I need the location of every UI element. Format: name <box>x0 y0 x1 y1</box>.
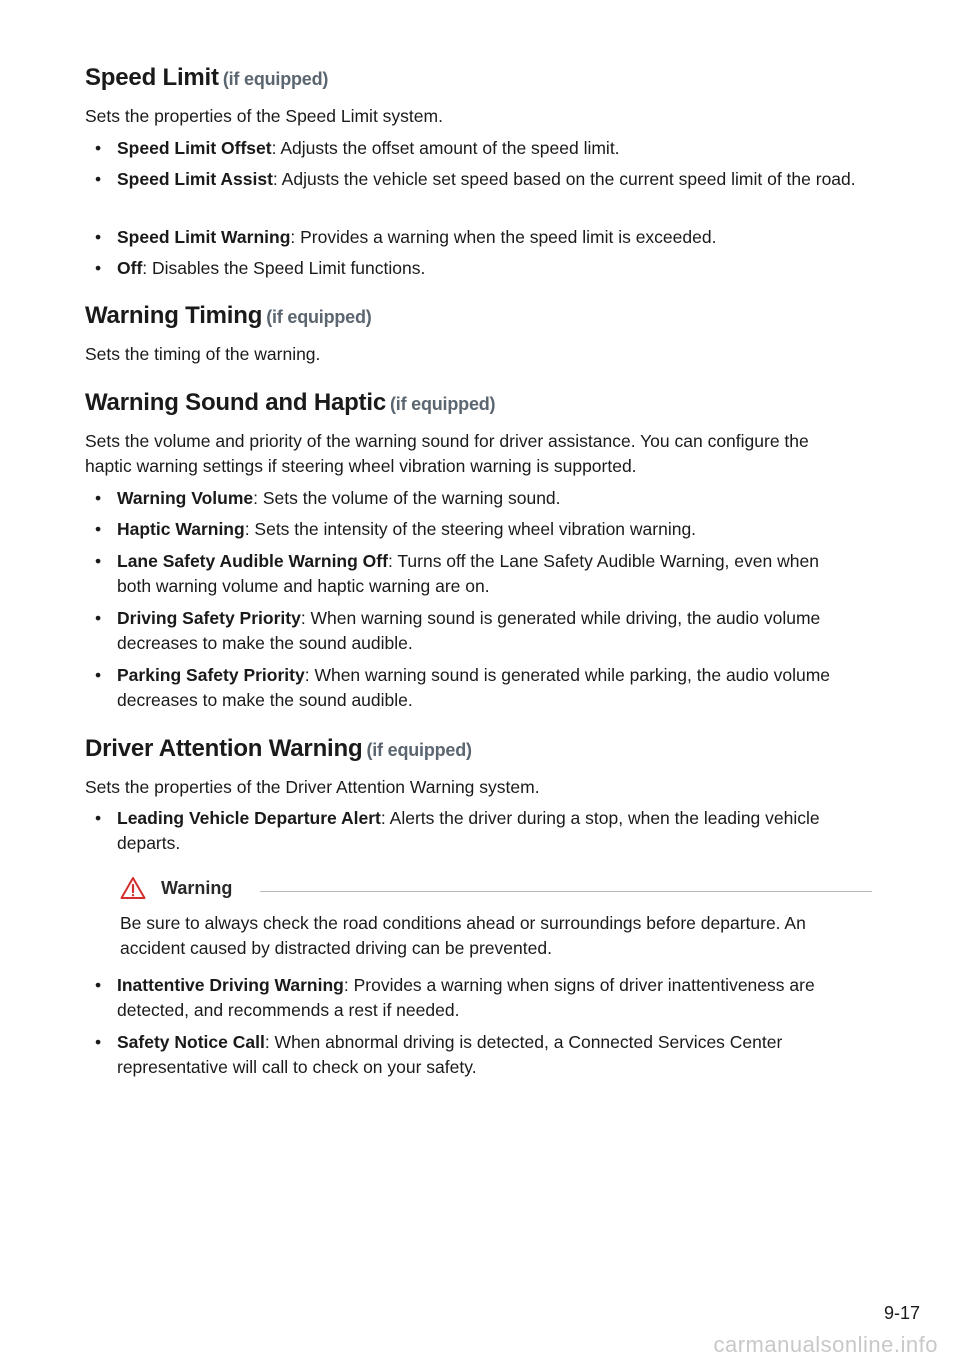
section-heading-speed-limit <box>85 63 328 94</box>
item-term: Speed Limit Assist <box>117 169 273 189</box>
warning-title: Warning <box>161 878 233 898</box>
warning-box-header <box>120 876 872 902</box>
section-heading-driver-attention <box>85 734 472 765</box>
list-item <box>117 167 867 192</box>
list-item <box>117 225 867 250</box>
list-item <box>117 256 867 281</box>
item-text: : Provides a warning when the speed limit is exceeded. <box>290 227 717 247</box>
page-number: 9-17 <box>883 1303 920 1323</box>
item-term: Lane Safety Audible Warning Off <box>117 551 388 571</box>
section-heading-warning-timing <box>85 301 372 332</box>
section-intro: Sets the properties of the Driver Attention Warning system. <box>85 777 540 797</box>
item-term: Speed Limit Offset <box>117 138 272 158</box>
list-item <box>117 136 867 161</box>
item-term: Inattentive Driving Warning <box>117 975 344 995</box>
item-text: : Provides a warning when signs of driver inattentiveness are detected, and recommends a rest if needed. <box>117 975 815 1020</box>
watermark: carmanualsonline.info <box>713 1332 938 1357</box>
item-text: : When warning sound is generated while parking, the audio volume decreases to make the sound audible. <box>117 665 831 710</box>
list-item <box>117 486 867 511</box>
item-text: : Disables the Speed Limit functions. <box>142 258 426 278</box>
list-item <box>117 1030 847 1080</box>
item-text: : Sets the volume of the warning sound. <box>253 488 561 508</box>
heading-title: Warning Sound and Haptic <box>85 389 386 416</box>
section-heading-warning-sound <box>85 388 495 419</box>
item-term: Warning Volume <box>117 488 254 508</box>
section-intro: Sets the properties of the Speed Limit system. <box>85 106 443 126</box>
heading-title: Speed Limit <box>85 64 219 91</box>
warning-triangle-icon <box>120 876 146 900</box>
warning-text: Be sure to always check the road conditions ahead or surroundings before departure. An accident caused by distracted driving can be prevented. <box>120 913 806 958</box>
item-text: : Alerts the driver during a stop, when the leading vehicle departs. <box>117 808 820 853</box>
item-text: : When abnormal driving is detected, a Connected Services Center representative will call to check on your safety. <box>117 1032 783 1077</box>
list-item <box>117 549 837 599</box>
item-term: Safety Notice Call <box>117 1032 265 1052</box>
item-term: Leading Vehicle Departure Alert <box>117 808 381 828</box>
list-item <box>117 517 867 542</box>
section-intro: Sets the timing of the warning. <box>85 344 321 364</box>
item-text: : Adjusts the offset amount of the speed limit. <box>271 138 620 158</box>
list-item <box>117 663 847 713</box>
item-text: : When warning sound is generated while driving, the audio volume decreases to make the sound audible. <box>117 608 821 653</box>
item-term: Driving Safety Priority <box>117 608 301 628</box>
warning-divider <box>260 891 872 892</box>
heading-title: Warning Timing <box>85 302 263 329</box>
item-term: Parking Safety Priority <box>117 665 305 685</box>
if-equipped-note: (if equipped) <box>366 740 472 760</box>
item-term: Speed Limit Warning <box>117 227 291 247</box>
if-equipped-note: (if equipped) <box>389 394 496 414</box>
section-intro: Sets the volume and priority of the warning sound for driver assistance. You can configure the haptic warning settings if steering wheel vibration warning is supported. <box>85 431 809 476</box>
item-text: : Turns off the Lane Safety Audible Warning, even when both warning volume and haptic warning are on. <box>117 551 819 596</box>
list-item <box>117 606 837 656</box>
if-equipped-note: (if equipped) <box>266 307 372 327</box>
list-item <box>117 806 837 856</box>
item-term: Off <box>117 258 143 278</box>
if-equipped-note: (if equipped) <box>222 69 329 89</box>
list-item <box>117 973 857 1023</box>
item-text: : Sets the intensity of the steering wheel vibration warning. <box>244 519 697 539</box>
heading-title: Driver Attention Warning <box>85 735 363 762</box>
item-text: : Adjusts the vehicle set speed based on the current speed limit of the road. <box>272 169 856 189</box>
item-term: Haptic Warning <box>117 519 245 539</box>
